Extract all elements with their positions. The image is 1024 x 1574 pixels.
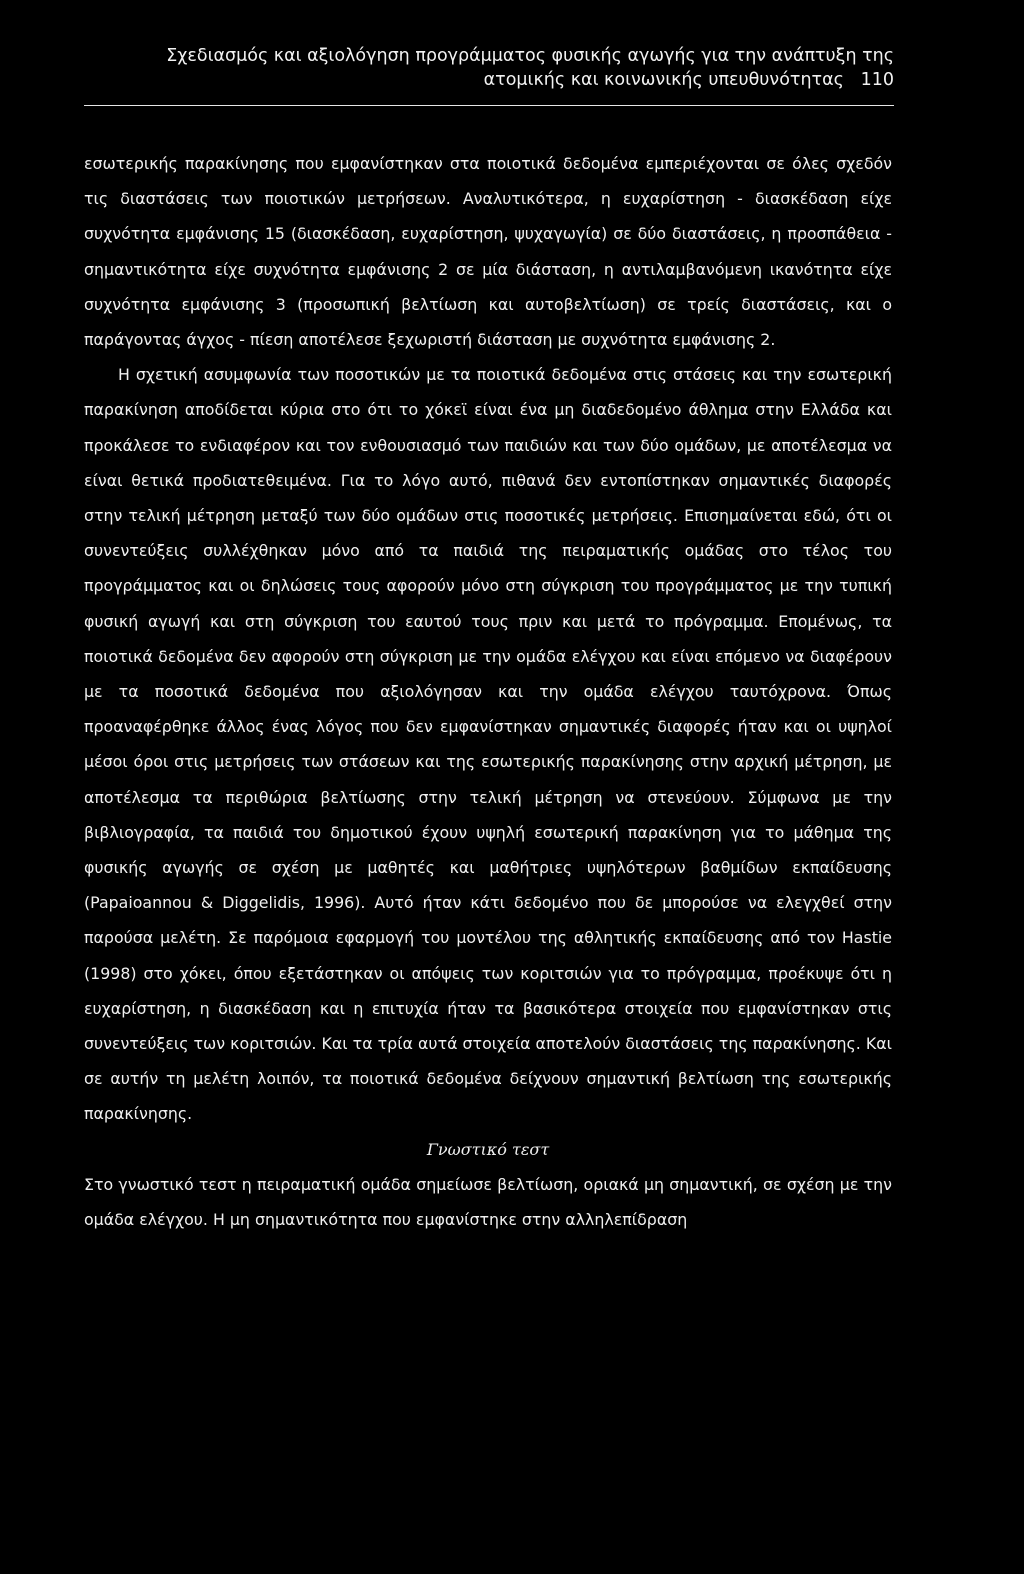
running-header-title-text: ατομικής και κοινωνικής υπευθυνότητας (483, 70, 844, 90)
running-header (84, 44, 894, 92)
paragraph-2: Η σχετική ασυμφωνία των ποσοτικών με τα ποιοτικά δεδομένα στις στάσεις και την εσωτερική παρακίνηση αποδίδεται κύρια στο ότι το χόκεϊ είναι ένα μη διαδεδομένο άθλημα στην Ελλάδα και προκάλεσε το ενδιαφέρον και τον ενθουσιασμό των παιδιών και των δύο ομάδων, με αποτέλεσμα να είναι θετικά προδιατεθειμένα. Για το λόγο αυτό, πιθανά δεν εντοπίστηκαν σημαντικές διαφορές στην τελική μέτρηση μεταξύ των δύο ομάδων στις ποσοτικές μετρήσεις. Επισημαίνεται εδώ, ότι οι συνεντεύξεις συλλέχθηκαν μόνο από τα παιδιά της πειραματικής ομάδας στο τέλος του προγράμματος και οι δηλώσεις τους αφορούν μόνο στη σύγκριση του προγράμματος με την τυπική φυσική αγωγή και στη σύγκριση του εαυτού τους πριν και μετά το πρόγραμμα. Επομένως, τα ποιοτικά δεδομένα δεν αφορούν στη σύγκριση με την ομάδα ελέγχου και είναι επόμενο να διαφέρουν με τα ποσοτικά δεδομένα που αξιολόγησαν και την ομάδα ελέγχου ταυτόχρονα. Όπως προαναφέρθηκε άλλος ένας λόγος που δεν εμφανίστηκαν σημαντικές διαφορές ήταν και οι υψηλοί μέσοι όροι στις μετρήσεις των στάσεων και της εσωτερικής παρακίνησης στην αρχική μέτρηση, με αποτέλεσμα τα περιθώρια βελτίωσης στην τελική μέτρηση να στενεύουν. Σύμφωνα με την βιβλιογραφία, τα παιδιά του δημοτικού έχουν υψηλή εσωτερική παρακίνηση για το μάθημα της φυσικής αγωγής σε σχέση με μαθητές και μαθήτριες υψηλότερων βαθμίδων εκπαίδευσης (Papaioannou & Diggelidis, 1996). Αυτό ήταν κάτι δεδομένο που δε μπορούσε να ελεγχθεί στην παρούσα μελέτη. Σε παρόμοια εφαρμογή του μοντέλου της αθλητικής εκπαίδευσης από τον Hastie (1998) στο χόκει, όπου εξετάστηκαν οι απόψεις των κοριτσιών για το πρόγραμμα, προέκυψε ότι η ευχαρίστηση, η διασκέδαση και η επιτυχία ήταν τα βασικότερα στοιχεία που εμφανίστηκαν στις συνεντεύξεις των κοριτσιών. Και τα τρία αυτά στοιχεία αποτελούν διαστάσεις της παρακίνησης. Και σε αυτήν τη μελέτη λοιπόν, τα ποιοτικά δεδομένα δείχνουν σημαντική βελτίωση της εσωτερικής παρακίνησης. (84, 365, 892, 1124)
running-header-title-line1: Σχεδιασμός και αξιολόγηση προγράμματος φυσικής αγωγής για την ανάπτυξη της (166, 46, 894, 66)
header-divider (84, 105, 894, 106)
page-number: 110 (860, 70, 894, 90)
section-heading: Γνωστικό τεστ (426, 1139, 550, 1159)
running-header-title-line2 (84, 68, 894, 92)
paragraph-3: Στο γνωστικό τεστ η πειραματική ομάδα σημείωσε βελτίωση, οριακά μη σημαντική, σε σχέση με την ομάδα ελέγχου. Η μη σημαντικότητα που εμφανίστηκε στην αλληλεπίδραση (84, 1174, 892, 1230)
body-text (84, 146, 892, 1237)
paragraph-1: εσωτερικής παρακίνησης που εμφανίστηκαν στα ποιοτικά δεδομένα εμπεριέχονται σε όλες σχεδόν τις διαστάσεις των ποιοτικών μετρήσεων. Αναλυτικότερα, η ευχαρίστηση - διασκέδαση είχε συχνότητα εμφάνισης 15 (διασκέδαση, ευχαρίστηση, ψυχαγωγία) σε δύο διαστάσεις, η προσπάθεια - σημαντικότητα είχε συχνότητα εμφάνισης 2 σε μία διάσταση, η αντιλαμβανόμενη ικανότητα είχε συχνότητα εμφάνισης 3 (προσωπική βελτίωση και αυτοβελτίωση) σε τρείς διαστάσεις, και ο παράγοντας άγχος - πίεση αποτέλεσε ξεχωριστή διάσταση με συχνότητα εμφάνισης 2. (84, 154, 892, 350)
